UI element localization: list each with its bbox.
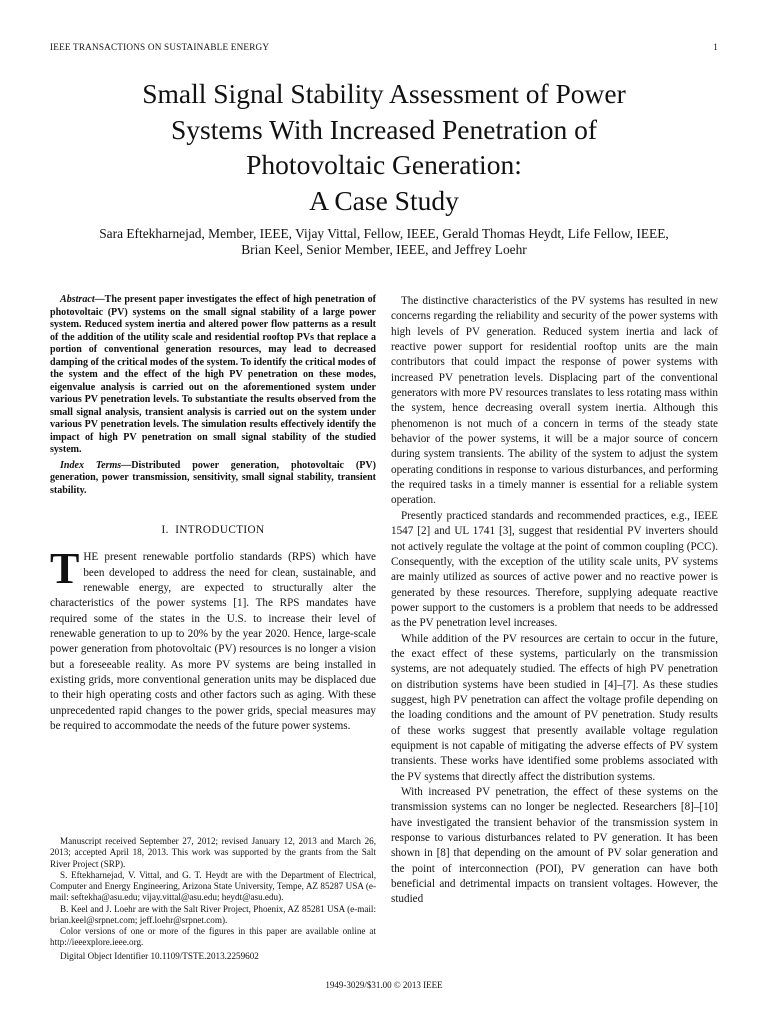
footnotes xyxy=(50,836,376,962)
title-line-1: Small Signal Stability Assessment of Power xyxy=(142,78,626,109)
running-head xyxy=(50,42,718,56)
section-heading-introduction xyxy=(50,523,376,538)
footnote-color-versions: Color versions of one or more of the figures in this paper are available online at http://ieeexplore.ieee.org. xyxy=(50,926,376,948)
body-paragraph-4: With increased PV penetration, the effect of these systems on the transmission systems can no longer be neglected. Researchers [8]–[10] have investigated the transient behavior of the transmission system in response to various disturbances related to PV generation. It has been shown in [8] that depending on the amount of PV solar generation and the point of interconnection (POI), PV generation can have both beneficial and detrimental impacts on transient voltages. However, the studied xyxy=(391,786,718,906)
body-paragraph-1: The distinctive characteristics of the PV systems has resulted in new concerns regarding the reliability and security of the power systems with high levels of PV generation. Reduced system inertia and lack of reactive power support for residential rooftop units are the main contributors that could impact the response of power systems with increased PV penetration levels. Displacing part of the conventional generators with more PV resources translates to less rotating mass within the system, hence decreasing overall system inertia. Although this phenomenon is not much of a concern in terms of the steady state behavior of the power systems, it will be a major source of concern during system transients. The ability of the system to adjust the system operating conditions in response to various disturbances, and performing the required tasks in a timely manner is essential for a reliable system operation. xyxy=(391,295,718,507)
footnote-doi: Digital Object Identifier 10.1109/TSTE.2013.2259602 xyxy=(60,950,259,961)
authors-line-2: Brian Keel, Senior Member, IEEE, and Jeffrey Loehr xyxy=(241,242,527,257)
paper-title xyxy=(40,76,728,218)
section-title-first: I xyxy=(175,524,180,536)
intro-text: present renewable portfolio standards (RPS) which have been developed to address the need for clean, sustainable, and renewable energy, are expected to structurally alter the characteristics of the power systems [1]. The RPS mandates have required some of the states in the U.S. to increase their level of renewable generation to up to 20% by the year 2020. Hence, large-scale power generation from photovoltaic (PV) resources is no longer a vision but a foreseeable reality. As more PV systems are being installed in existing grids, more conventional generation units may be displaced due to their high operating costs and other factors such as aging. With these unprecedented rapid changes to the power grids, special measures may be required to accommodate the needs of the future power systems. xyxy=(50,551,376,733)
author-list xyxy=(40,226,728,258)
section-title-rest: NTRODUCTION xyxy=(179,524,265,536)
footnote-affiliation-2: B. Keel and J. Loehr are with the Salt River Project, Phoenix, AZ 85281 USA (e-mail: brian.keel@srpnet.com; jeff.loehr@srpnet.com). xyxy=(50,903,376,925)
abstract xyxy=(50,294,376,457)
body-paragraph-2: Presently practiced standards and recommended practices, e.g., IEEE 1547 [2] and UL 1741 [3], suggest that residential PV inverters should not actively regulate the voltage at the point of common coupling (PCC). Consequently, with the exception of the utility scale units, PV systems are mainly utilized as sources of active power and no reactive power is generated by these resources. Therefore, supplying adequate reactive power support to the customers is a problem that needs to be addressed as the PV penetration level increases. xyxy=(391,509,718,630)
copyright-line: 1949-3029/$31.00 © 2013 IEEE xyxy=(325,980,443,990)
abstract-text: The present paper investigates the effect of high penetration of photovoltaic (PV) systems on the small signal stability of a large power system. Reduced system inertia and altered power flow patterns as a result of the addition of the utility scale and residential rooftop PVs that replace a portion of conventional generation resources, may lead to decreased damping of the critical modes of the system. To identify the critical modes of the system and the effect of the high PV penetration on these modes, eigenvalue analysis is carried out on the aforementioned system under various PV penetration levels. To substantiate the results observed from the small signal analysis, transient analysis is carried out on the system under various PV penetration levels. The simulation results effectively identify the impact of high PV penetration on small signal stability of the studied system. xyxy=(50,294,376,455)
title-line-2: Systems With Increased Penetration of xyxy=(170,113,598,145)
title-line-4: A Case Study xyxy=(309,184,459,216)
footnote-received: Manuscript received September 27, 2012; revised January 12, 2013 and March 26, 2013; accepted April 18, 2013. This work was supported by the grants from the Salt River Project (SRP). xyxy=(50,836,376,869)
intro-paragraph xyxy=(50,544,376,734)
authors-line-1: Sara Eftekharnejad, Member, IEEE, Vijay Vittal, Fellow, IEEE, Gerald Thomas Heydt, Life Fellow, IEEE, xyxy=(99,226,669,241)
drop-cap: T xyxy=(50,544,80,594)
section-number: I. xyxy=(161,524,169,536)
right-column xyxy=(391,294,718,908)
footnote-affiliation-1: S. Eftekharnejad, V. Vittal, and G. T. Heydt are with the Department of Electrical, Computer and Energy Engineering, Arizona State University, Tempe, AZ 85287 USA (e-mail: seftekha@asu.edu; vijay.vittal@asu.edu; heydt@asu.edu). xyxy=(50,869,376,903)
abstract-label: Abstract— xyxy=(60,294,105,305)
page-number: 1 xyxy=(713,42,718,52)
left-column xyxy=(50,294,376,734)
body-paragraph-3: While addition of the PV resources are certain to occur in the future, the exact effect of these systems, particularly on the transmission systems, are not adequately studied. The effects of high PV penetration on distribution systems have been studied in [4]–[7]. As these studies suggest, high PV penetration can affect the voltage profile depending on the loading conditions and the amount of PV penetration. Study results of these works suggest that presently available voltage regulation equipment is not capable of mitigating the adverse effects of PV system transients. These works have identified some problems associated with the PV systems that directly affect the distribution systems. xyxy=(391,632,718,783)
index-terms-label: Index Terms— xyxy=(60,459,132,471)
index-terms-text: Distributed power generation, photovoltaic (PV) generation, power transmission, sensitivity, small signal stability, transient stability. xyxy=(50,459,376,496)
index-terms xyxy=(50,460,376,498)
journal-name: IEEE TRANSACTIONS ON SUSTAINABLE ENERGY xyxy=(50,42,270,52)
intro-first-word: HE xyxy=(83,551,99,564)
title-line-3: Photovoltaic Generation: xyxy=(246,149,522,180)
